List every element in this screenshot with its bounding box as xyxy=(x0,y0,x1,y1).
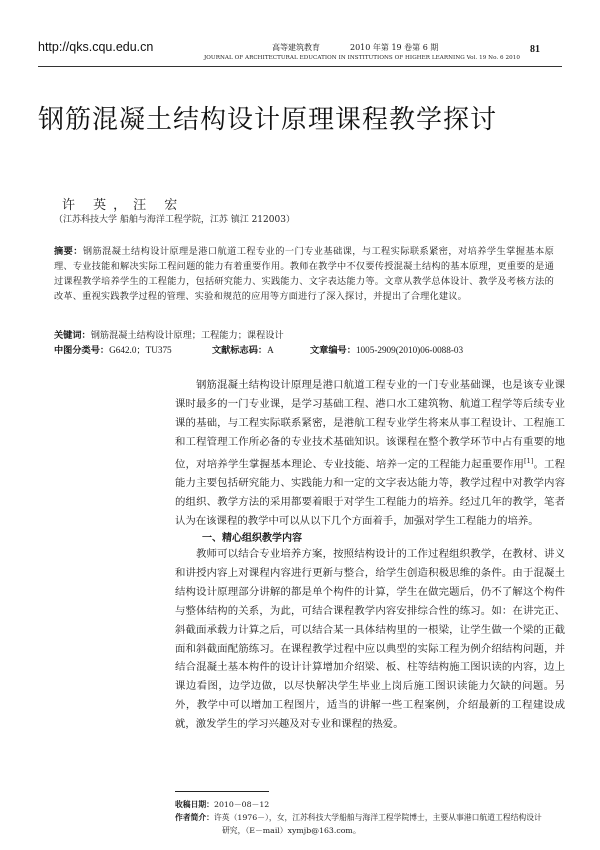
website-url[interactable]: http://qks.cqu.edu.cn xyxy=(38,40,154,54)
authors: 许 英，汪 宏 xyxy=(62,198,185,213)
abstract xyxy=(54,244,554,304)
page-number: 81 xyxy=(530,44,540,55)
citation-ref[interactable]: [1] xyxy=(524,456,534,465)
article-number xyxy=(310,342,463,356)
abstract-label: 摘要： xyxy=(54,246,83,257)
author-info-label: 作者简介： xyxy=(175,813,214,822)
author-info-text: 许英（1976－），女，江苏科技大学船舶与海洋工程学院博士，主要从事港口航道工程结构设计 xyxy=(213,813,542,822)
journal-name-en: JOURNAL OF ARCHITECTURAL EDUCATION IN INSTITUTIONS OF HIGHER LEARNING Vol. 19 No. 6 2010 xyxy=(204,55,520,61)
header-rule xyxy=(38,66,562,67)
received-date: 2010－08－12 xyxy=(213,800,270,809)
footnote-author xyxy=(175,811,565,824)
body-paragraph-1 xyxy=(175,376,565,531)
journal-name-cn: 高等建筑教育 xyxy=(272,43,320,52)
keywords-label: 关键词： xyxy=(54,330,91,341)
body-paragraph-2: 教师可以结合专业培养方案，按照结构设计的工作过程组织教学，在教材、讲义和讲授内容上对课程内容进行更新与整合，给学生创造积极思维的条件。由于混凝土结构设计原理部分讲解的都是单个构件的计算，学生在做完题后，仍不了解这个构件与整体结构的关系，为此，可结合课程教学内容安排综合性的练习。如：在讲完正、斜截面承载力计算之后，可以结合某一具体结构里的一根梁，让学生做一个梁的正截面和斜截面配筋练习。在课程教学过程中应以典型的实际工程为例介绍结构问题，并结合混凝土基本构件的设计计算增加介绍梁、板、柱等结构施工图识读的内容，边上课边看图，边学边做，以尽快解决学生毕业上岗后施工图识读能力欠缺的问题。另外，教学中可以增加工程图片，适当的讲解一些工程案例，介绍最新的工程建设成就，激发学生的学习兴趣及对专业和课程的热爱。 xyxy=(175,548,565,731)
keywords xyxy=(54,327,554,341)
issue-info: 2010 年第 19 卷第 6 期 xyxy=(350,43,439,52)
abstract-text: 钢筋混凝土结构设计原理是港口航道工程专业的一门专业基础课，与工程实际联系紧密，对培养学生掌握基本原理、专业技能和解决实际工程问题的能力有着重要作用。教师在教学中不仅要传授混凝土结构的基本原理，更重要的是通过课程教学培养学生的工程能力，包括研究能力、实践能力、文字表达能力等。文章从教学总体设计、教学及考核方法的改革、重视实践教学过程的管理、实验和规范的应用等方面进行了深入探讨，并提出了合理化建议。 xyxy=(54,246,554,303)
article-number-value: 1005-2909(2010)06-0088-03 xyxy=(355,345,464,355)
footnote-rule xyxy=(175,791,269,792)
footnote-author-cont: 研究，（E－mail）xymjb@163.com。 xyxy=(222,826,361,835)
doc-code-label: 文献标志码： xyxy=(212,345,268,356)
footnote-received xyxy=(175,798,565,811)
affiliation: （江苏科技大学 船舶与海洋工程学院，江苏 镇江 212003） xyxy=(54,215,295,225)
clc xyxy=(54,342,172,356)
doc-code xyxy=(212,342,274,356)
paragraph-1-text-a: 钢筋混凝土结构设计原理是港口航道工程专业的一门专业基础课，也是该专业课课时最多的一门专业课，是学习基础工程、港口水工建筑物、航道工程学等后续专业课的基础，与工程实际联系紧密，是港航工程专业学生将来从事工程设计、工程施工和工程管理工作所必备的专业技术基础知识。该课程在整个教学环节中占有重要的地位，对培养学生掌握基本理论、专业技能、培养一定的工程能力起重要作用 xyxy=(175,379,565,471)
article-number-label: 文章编号： xyxy=(310,345,356,356)
paragraph-1-text-b: 。工程能力主要包括研究能力、实践能力和一定的文字表达能力等，教学过程中对教学内容的组织、教学方法的采用都要着眼于对学生工程能力的培养。经过几年的教学，笔者认为在该课程的教学中可以从以下几个方面着手，加强对学生工程能力的培养。 xyxy=(175,458,565,527)
doc-code-value: A xyxy=(267,345,274,355)
keywords-text: 钢筋混凝土结构设计原理；工程能力；课程设计 xyxy=(90,330,284,341)
received-label: 收稿日期： xyxy=(175,800,214,809)
journal-header xyxy=(272,42,438,53)
clc-value: G642.0；TU375 xyxy=(109,345,172,355)
article-title: 钢筋混凝土结构设计原理课程教学探讨 xyxy=(38,105,498,135)
section-heading-1: 一、精心组织教学内容 xyxy=(202,533,302,544)
clc-label: 中图分类号： xyxy=(54,345,110,356)
